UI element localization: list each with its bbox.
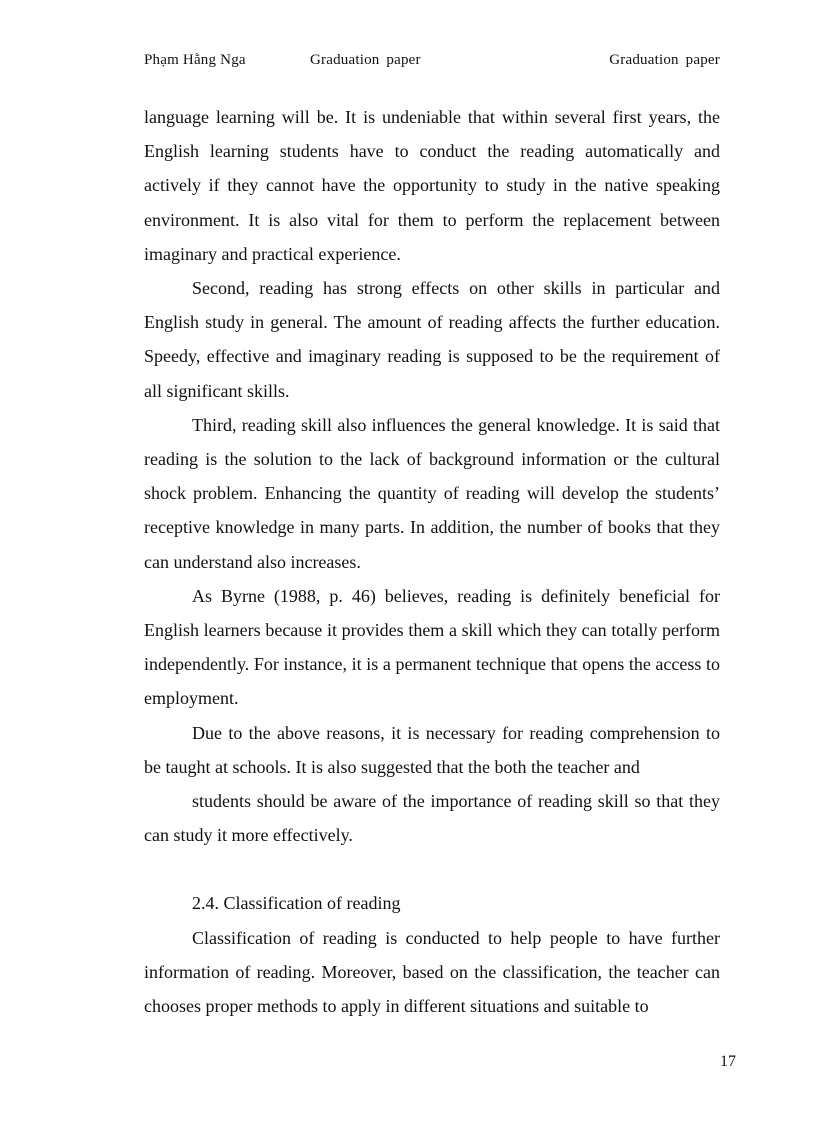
page-number: 17 xyxy=(720,1053,736,1070)
paragraph-continuation: language learning will be. It is undeniable that within several first years, the English learning students have to conduct the reading automatically and actively if they cannot have the opportunity to study in the native speaking environment. It is also vital for them to perform the replacement between imaginary and practical experience. xyxy=(144,107,720,264)
paragraph-byrne-quote: As Byrne (1988, p. 46) believes, reading is definitely beneficial for English learners because it provides them a skill which they can totally perform independently. For instance, it is a permanent technique that opens the access to employment. xyxy=(144,585,720,709)
paragraph-second-reason: Second, reading has strong effects on other skills in particular and English study in general. The amount of reading affects the further education. Speedy, effective and imaginary reading is supposed to be the requirement of all significant skills. xyxy=(144,278,720,401)
paragraph-conclusion-end: students should be aware of the importance of reading skill so that they can study it more effectively. xyxy=(144,791,720,846)
paragraph-third-reason: Third, reading skill also influences the general knowledge. It is said that reading is the solution to the lack of background information or the cultural shock problem. Enhancing the quantity of reading will develop the students’ receptive knowledge in many parts. In addition, the number of books that they can understand also increases. xyxy=(144,414,720,572)
header-author: Phạm Hằng Nga xyxy=(144,52,246,68)
paragraph-conclusion-start: Due to the above reasons, it is necessary for reading comprehension to be taught at schools. It is also suggested that the both the teacher and xyxy=(144,722,720,777)
paragraph-classification: Classification of reading is conducted to help people to have further information of reading. Moreover, based on the classification, the teacher can chooses proper methods to apply in different situations and suitable to xyxy=(144,927,720,1017)
header-title-right: Graduation paper xyxy=(609,52,720,68)
document-body xyxy=(144,100,720,1023)
header-title-center: Graduation paper xyxy=(310,52,421,68)
page-header xyxy=(144,52,720,76)
section-heading: 2.4. Classification of reading xyxy=(192,893,401,914)
